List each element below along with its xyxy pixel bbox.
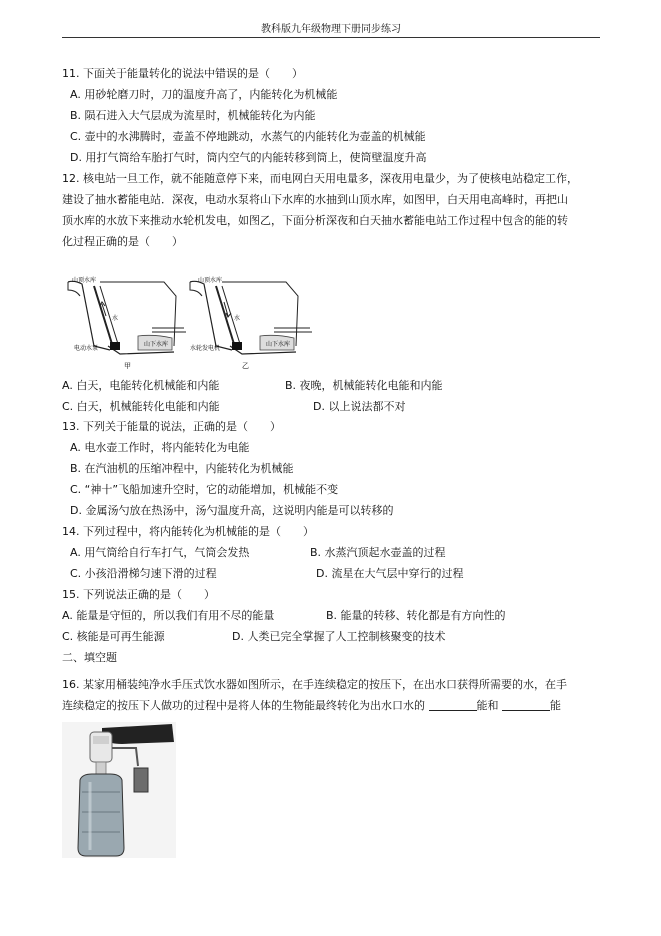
q11-stem: 11. 下面关于能量转化的说法中错误的是（ ）	[62, 67, 303, 80]
q16-figure-water-dispenser	[62, 722, 176, 858]
generator-icon	[232, 342, 242, 350]
fig-jia-caption: 甲	[124, 362, 131, 370]
page-header: 教科版九年级物理下册同步练习	[62, 20, 600, 38]
q16-line-2-mid: 能和	[476, 699, 499, 712]
q12-figure	[64, 276, 314, 372]
fig-jia-arrow-label: 水	[112, 315, 119, 322]
q15-option-c[interactable]: C. 核能是可再生能源	[62, 630, 165, 643]
q12-stem-line-1: 12. 核电站一旦工作，就不能随意停下来，而电网白天用电量多，深夜用电量少，为了使核电站稳定工作，	[62, 172, 578, 185]
q11-option-b[interactable]: B. 陨石进入大气层成为流星时，机械能转化为内能	[70, 109, 316, 122]
diagram-yi	[190, 276, 312, 370]
fig-jia-top-label: 山顶水库	[72, 277, 97, 284]
q13-option-c[interactable]: C. “神十”飞船加速升空时，它的动能增加，机械能不变	[70, 483, 339, 496]
q11-option-c[interactable]: C. 壶中的水沸腾时，壶盖不停地跳动，水蒸气的内能转化为壶盖的机械能	[70, 130, 426, 143]
q14-option-b[interactable]: B. 水蒸汽顶起水壶盖的过程	[310, 546, 446, 559]
q12-stem-line-3: 顶水库的水放下来推动水轮机发电，如图乙，下面分析深夜和白天抽水蓄能电站工作过程中包含的能的转	[62, 214, 568, 227]
q16-blank-1[interactable]	[429, 698, 477, 711]
q12-stem-line-2: 建设了抽水蓄能电站．深夜，电动水泵将山下水库的水抽到山顶水库，如图甲，白天用电高峰时，再把山	[62, 193, 568, 206]
q12-stem-line-4: 化过程正确的是（ ）	[62, 235, 183, 248]
q15-option-a[interactable]: A. 能量是守恒的，所以我们有用不尽的能量	[62, 609, 275, 622]
section-title-fill-in: 二、填空题	[62, 651, 117, 664]
q14-stem: 14. 下列过程中，将内能转化为机械能的是（ ）	[62, 525, 314, 538]
pump-icon	[110, 342, 120, 350]
q16-line-2	[62, 698, 561, 714]
q15-stem: 15. 下列说法正确的是（ ）	[62, 588, 215, 601]
cup-icon	[134, 768, 148, 792]
diagram-jia	[68, 276, 186, 370]
q16-line-2-text: 连续稳定的按压下人做功的过程中是将人体的生物能最终转化为出水口水的	[62, 699, 425, 712]
q12-option-a[interactable]: A. 白天，电能转化机械能和内能	[62, 379, 220, 392]
q11-option-d[interactable]: D. 用打气筒给车胎打气时，筒内空气的内能转移到筒上，使筒壁温度升高	[70, 151, 427, 164]
q13-option-d[interactable]: D. 金属汤勺放在热汤中，汤勺温度升高，这说明内能是可以转移的	[70, 504, 394, 517]
fig-yi-bottom-right: 山下水库	[266, 341, 291, 348]
q16-line-1: 16. 某家用桶装纯净水手压式饮水器如图所示，在手连续稳定的按压下，在出水口获得所需要的水，在手	[62, 678, 567, 691]
q13-option-b[interactable]: B. 在汽油机的压缩冲程中，内能转化为机械能	[70, 462, 294, 475]
q16-blank-2[interactable]	[502, 698, 550, 711]
q13-option-a[interactable]: A. 电水壶工作时，将内能转化为电能	[70, 441, 250, 454]
fig-yi-arrow-label: 水	[234, 315, 241, 322]
q11-option-a[interactable]: A. 用砂轮磨刀时，刀的温度升高了，内能转化为机械能	[70, 88, 338, 101]
fig-jia-bottom-right: 山下水库	[144, 341, 169, 348]
q15-option-d[interactable]: D. 人类已完全掌握了人工控制核聚变的技术	[232, 630, 446, 643]
q13-stem: 13. 下列关于能量的说法，正确的是（ ）	[62, 420, 281, 433]
fig-yi-caption: 乙	[242, 362, 249, 370]
q14-option-d[interactable]: D. 流星在大气层中穿行的过程	[316, 567, 464, 580]
fig-yi-bottom-left: 水轮发电机	[190, 345, 221, 352]
water-bottle-icon	[78, 774, 124, 856]
q14-option-c[interactable]: C. 小孩沿滑梯匀速下滑的过程	[70, 567, 217, 580]
q16-line-2-end: 能	[550, 699, 561, 712]
q14-option-a[interactable]: A. 用气筒给自行车打气，气筒会发热	[70, 546, 250, 559]
q15-option-b[interactable]: B. 能量的转移、转化都是有方向性的	[326, 609, 506, 622]
fig-yi-top-label: 山顶水库	[198, 277, 223, 284]
q12-option-d[interactable]: D. 以上说法都不对	[313, 400, 406, 413]
q12-option-c[interactable]: C. 白天，机械能转化电能和内能	[62, 400, 220, 413]
q12-option-b[interactable]: B. 夜晚，机械能转化电能和内能	[285, 379, 443, 392]
fig-jia-bottom-left: 电动水泵	[74, 345, 99, 352]
